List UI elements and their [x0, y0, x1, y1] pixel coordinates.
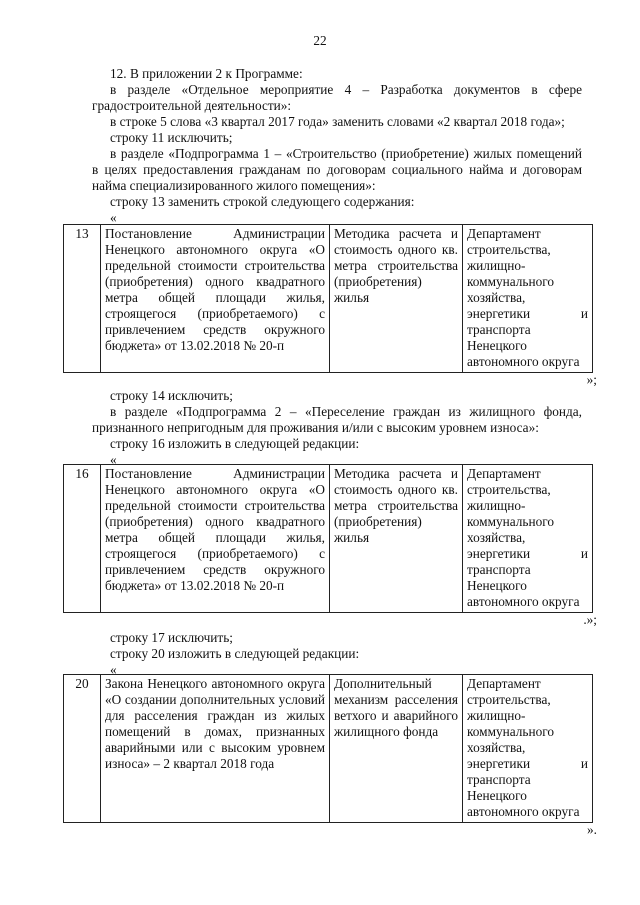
- description-cell: Методика расчета и стоимость одного кв. метра строительства (приобретения) жилья: [330, 225, 463, 373]
- closing-quote-2: .»;: [583, 612, 597, 627]
- row-number: 13: [64, 225, 101, 373]
- responsible-cell: Департамент строительства, жилищно- коммунального хозяйства, энергетики и транспорта Ненецкого автономного округа: [463, 225, 593, 373]
- closing-quote-3: ».: [587, 822, 597, 837]
- quote-open-3: «: [110, 662, 117, 677]
- subprogram2-line-2: признанного непригодным для проживания и/или с высоким уровнем износа»:: [92, 420, 539, 435]
- responsible-cell: Департамент строительства, жилищно- коммунального хозяйства, энергетики и транспорта Ненецкого автономного округа: [463, 675, 593, 823]
- document-name-cell: Постановление Администрации Ненецкого автономного округа «О предельной стоимости строительства (приобретения) одного квадратного метра общей площади жилья, строящегося (приобретаемого) с привлечением средств окружного бюджета» от 13.02.2018 № 20-п: [101, 465, 330, 613]
- row-number: 16: [64, 465, 101, 613]
- restate-row-20: строку 20 изложить в следующей редакции:: [110, 646, 360, 661]
- responsible-cell: Департамент строительства, жилищно- коммунального хозяйства, энергетики и транспорта Ненецкого автономного округа: [463, 465, 593, 613]
- subprogram2-line-1: в разделе «Подпрограмма 2 – «Переселение граждан из жилищного фонда,: [110, 404, 582, 419]
- section-line-2: градостроительной деятельности»:: [92, 98, 292, 113]
- replace-words-line: в строке 5 слова «3 квартал 2017 года» заменить словами «2 квартал 2018 года»;: [110, 114, 565, 129]
- quote-open: «: [110, 210, 117, 225]
- row-number: 20: [64, 675, 101, 823]
- restate-row-16: строку 16 изложить в следующей редакции:: [110, 436, 360, 451]
- table-row: [64, 675, 593, 823]
- section-line-1: в разделе «Отдельное мероприятие 4 – Разработка документов в сфере: [110, 82, 582, 97]
- page-number: 22: [313, 33, 327, 48]
- quote-open-2: «: [110, 452, 117, 467]
- subprogram1-line-1: в разделе «Подпрограмма 1 – «Строительство (приобретение) жилых помещений: [110, 146, 582, 161]
- table-row: [64, 465, 593, 613]
- closing-quote-1: »;: [586, 372, 597, 387]
- table-row-13: [63, 224, 593, 373]
- description-cell: Дополнительный механизм расселения ветхого и аварийного жилищного фонда: [330, 675, 463, 823]
- table-row-20: [63, 674, 593, 823]
- replace-row-13: строку 13 заменить строкой следующего содержания:: [110, 194, 415, 209]
- description-cell: Методика расчета и стоимость одного кв. метра строительства (приобретения) жилья: [330, 465, 463, 613]
- document-name-cell: Постановление Администрации Ненецкого автономного округа «О предельной стоимости строительства (приобретения) одного квадратного метра общей площади жилья, строящегося (приобретаемого) с привлечением средств окружного бюджета» от 13.02.2018 № 20-п: [101, 225, 330, 373]
- exclude-row-14: строку 14 исключить;: [110, 388, 233, 403]
- table-row-16: [63, 464, 593, 613]
- table-row: [64, 225, 593, 373]
- exclude-row-17: строку 17 исключить;: [110, 630, 233, 645]
- document-name-cell: Закона Ненецкого автономного округа «О создании дополнительных условий для расселения граждан из жилых помещений в домах, признанных аварийными или с высоким уровнем износа» – 2 квартал 2018 года: [101, 675, 330, 823]
- subprogram1-line-3: найма специализированного жилого помещения»:: [92, 178, 376, 193]
- exclude-row-11: строку 11 исключить;: [110, 130, 233, 145]
- subprogram1-line-2: в целях предоставления гражданам по договорам социального найма и договорам: [92, 162, 582, 177]
- item-title: 12. В приложении 2 к Программе:: [110, 66, 303, 81]
